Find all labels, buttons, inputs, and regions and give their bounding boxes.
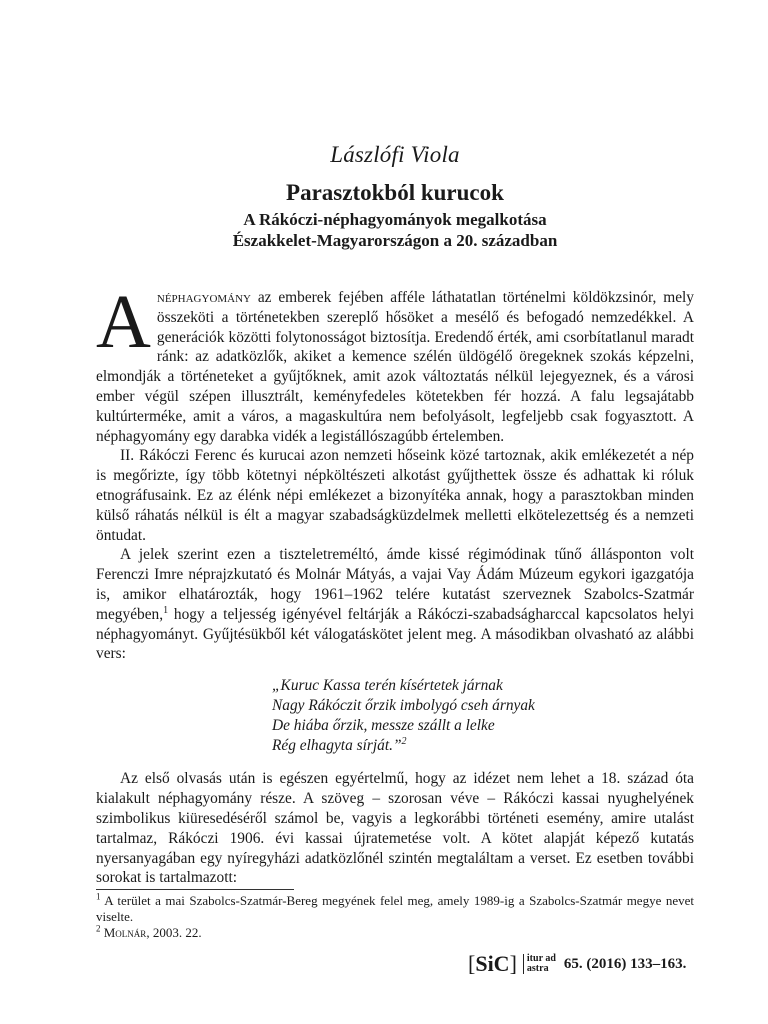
drop-cap: A [96,280,151,364]
journal-motto-line-2: astra [526,963,549,974]
paragraph-3 [96,545,694,664]
footnote-ref-2[interactable]: 2 [401,735,407,747]
poem-line: Nagy Rákóczit őrzik imbolygó cseh árnyak [272,696,535,714]
journal-citation: 65. (2016) 133–163. [563,955,687,972]
poem-line-last [272,736,694,756]
article-title: Parasztokból kurucok [286,180,504,205]
poem-line: „Kuruc Kassa terén kísértetek járnak [272,677,503,695]
author-name: Lászlófi Viola [330,142,460,167]
paragraph-3-text-b: hogy a teljesség igényével feltárják a Rákóczi-szabadságharccal kapcsolatos helyi néphagyományt. Gyűjtésükből két válogatáskötet jelent meg. A másodikban olvasható az alábbi vers: [96,605,694,663]
footnote-number: 1 [96,891,101,902]
article-subtitle-line-2: Északkelet-Magyarországon a 20. században [232,231,558,250]
footnote-divider [96,889,294,890]
journal-motto [523,954,556,974]
poem-line-text: Rég elhagyta sírját.” [272,736,402,754]
footnote-author: Molnár [103,925,147,940]
footnote-text: , 2003. 22. [146,925,202,940]
poem-quote [272,676,694,755]
footnote-number: 2 [96,923,101,934]
poem-line: De hiába őrzik, messze szállt a lelke [272,716,495,734]
journal-footer [466,950,686,978]
paragraph-2: II. Rákóczi Ferenc és kurucai azon nemzeti hőseink közé tartoznak, akik emlékezetét a nép is megőrizte, így több kötetnyi népköltészeti alkotást gyűjthettek össze és adhattak ki róluk etnográfusaink. Ez az élénk népi emlékezet a bizonyítéka annak, hogy a parasztokban minden külső ráhatás nélkül is élt a magyar szabadságküzdelmek melletti elkötelezettség és a nemzeti öntudat. [96,447,694,544]
article-subtitle-line-1: A Rákóczi-néphagyományok megalkotása [243,210,547,229]
footnote-ref-1[interactable]: 1 [163,604,169,616]
journal-logo-text: SiC [475,951,510,976]
footnotes [96,893,694,941]
article-body [96,280,694,888]
paragraph-1-text: az emberek fejében afféle láthatatlan történelmi köldökzsinór, mely összeköti a történetekben szereplő hősöket a mesélő és befogadó nemzedékkel. A generációk közötti folytonosságot biztosítja. Eredendő érték, ami csorbítatlanul maradt ránk: az adatközlők, akiket a kemence szélén üldögélő öregeknek szokás képzelni, elmondják a történeteket a gyűjtőknek, amit azok változtatás nélkül lejegyeznek, és a városi ember végül szépen illusztrált, keményfedeles kötetekben fér hozzá. A falu legsajátabb kultúrterméke, amit a város, a magaskultúra nem befolyásolt, legfeljebb csak fogyasztott. A néphagyomány egy darabka vidék a legistállószagúbb értelemben. [96,289,694,445]
footnote-text: A terület a mai Szabolcs-Szatmár-Bereg megyének felel meg, amely 1989-ig a Szabolcs-Szatmár megye nevet viselte. [96,893,694,924]
lead-word: néphagyomány [156,289,252,306]
journal-motto-line-1: itur ad [526,953,556,964]
footnote-1 [96,893,694,925]
paragraph-4: Az első olvasás után is egészen egyértelmű, hogy az idézet nem lehet a 18. század óta kialakult néphagyomány része. A szöveg – szorosan véve – Rákóczi kassai nyughelyének szimbolikus kiüresedéséről számol be, vagyis a legkorábbi történeti esemény, amire utalást tartalmaz, Rákóczi 1906. évi kassai újratemetése volt. A kötet alapját képező kutatás nyersanyagában egy nyíregyházi adatközlőnél szintén megtaláltam a verset. Ez esetben további sorokat is tartalmazott: [96,770,694,887]
footnote-2 [96,925,694,941]
journal-logo: [SiC] [468,951,517,976]
paragraph-1 [96,280,694,446]
paragraph-3-text-a: A jelek szerint ezen a tiszteletreméltó, ámde kissé régimódinak tűnő állásponton volt Ferenczi Imre néprajzkutató és Molnár Mátyás, a vajai Vay Ádám Múzeum egykori igazgatója is, amikor elhatározták, hogy 1961–1962 telére kutatást szerveznek Szabolcs-Szatmár megyében, [96,546,694,623]
